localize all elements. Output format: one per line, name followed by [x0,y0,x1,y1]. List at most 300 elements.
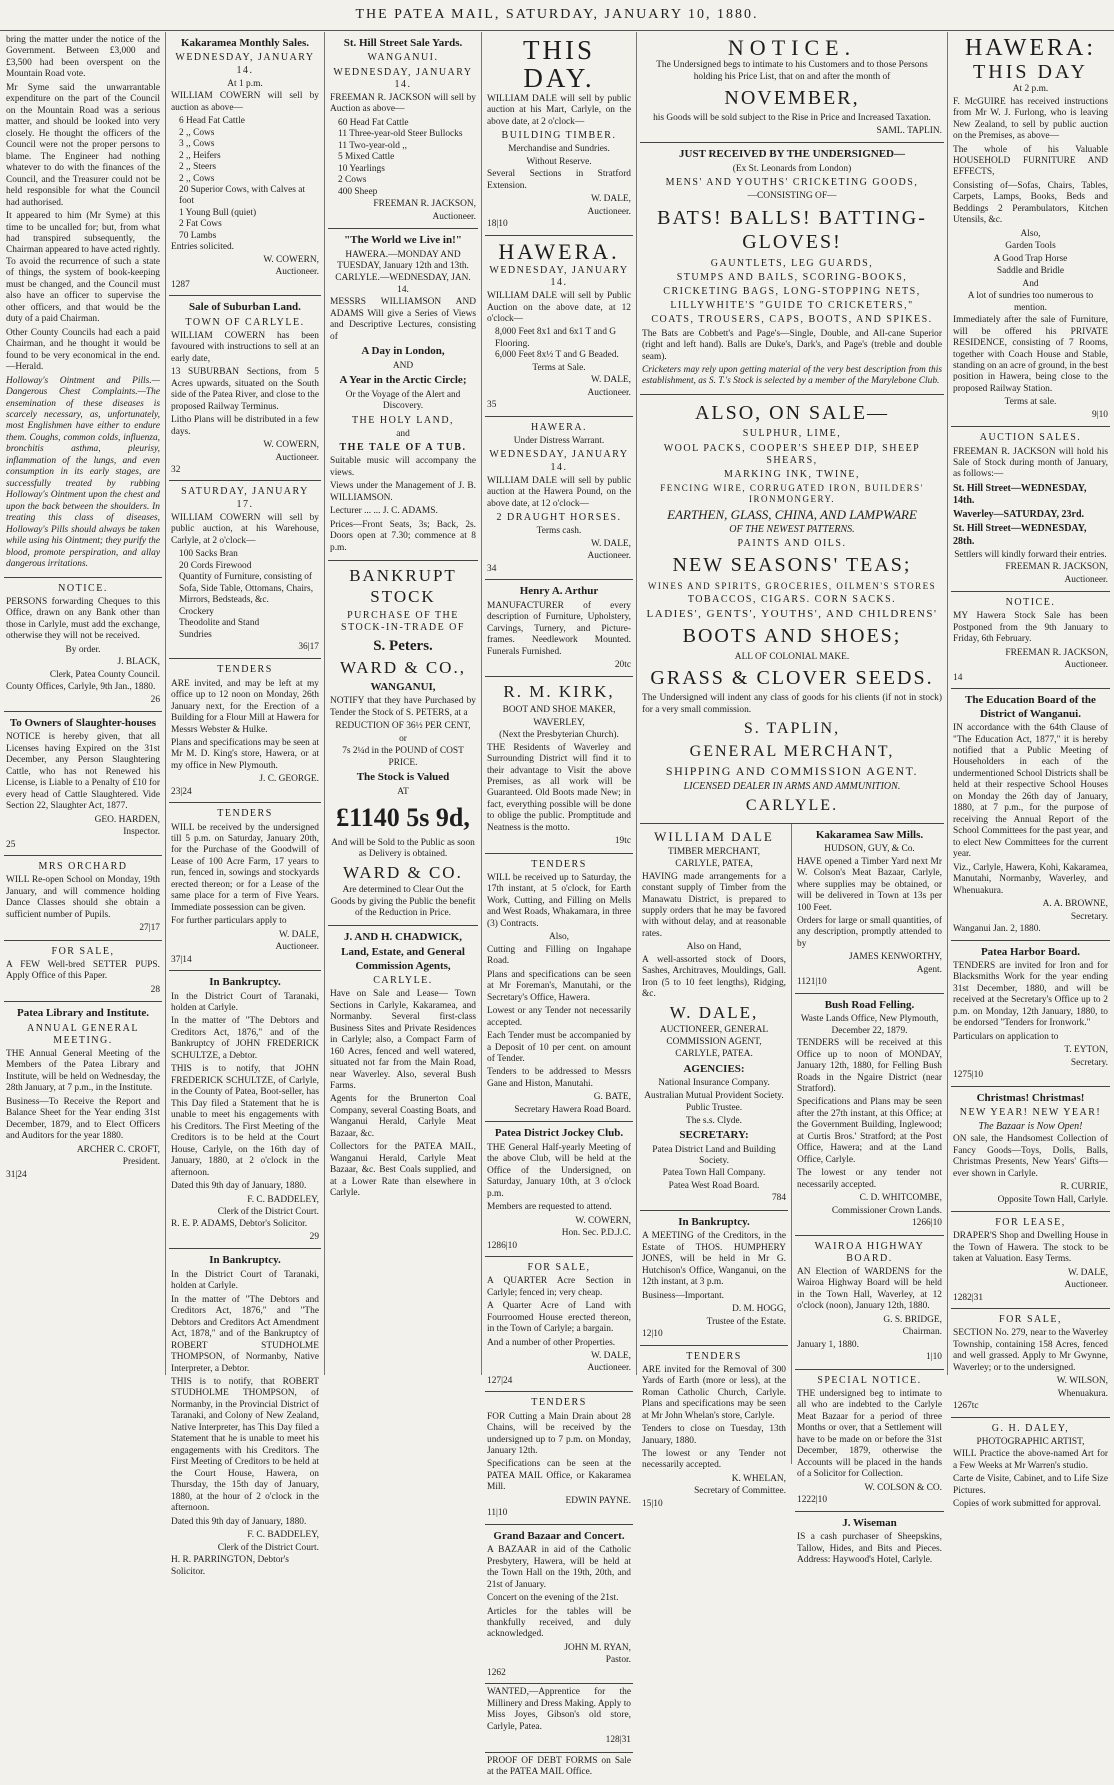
ad-title: HAWERA. [530,421,588,433]
list-item: Theodolite and Stand [179,618,260,629]
ad-body: The lowest or any Tender not necessarily accepted. [642,1448,786,1471]
ad-signature-title: Auctioneer. [432,211,476,222]
ad-text: MENS' AND YOUTHS' CRICKETING GOODS, [665,177,919,189]
ad-body: Cricketers may rely upon getting material of the very best description from this establishment, as S. T.'s Stock is selected by a member of the Marylebone Club. [642,365,942,387]
ad-body: MESSRS WILLIAMSON AND ADAMS Will give a Series of Views and Descriptive Lectures, consisting of [330,297,476,342]
ad-date: Dated this 9th day of January, 1880. [171,1516,307,1527]
ad-body: TENDERS are invited for Iron and for Blacksmiths Work for the year ending 31st December, 1880, and will be received at the Secretary's Office up to 2 p.m. on Monday, 12th January, 1880, to be endorsed "Tenders for Ironwork." [953,960,1108,1029]
ad-body: Tenders to close on Tuesday, 13th January, 1880. [642,1424,786,1446]
ad-title: FOR SALE, [51,945,115,957]
ad-subtitle: HUDSON, GUY, & Co. [824,844,915,855]
ad-number: 37|14 [171,954,192,965]
column-rule [947,32,948,1375]
ad-text: Also, [548,932,570,943]
ad-body: Prices—Front Seats, 3s; Back, 2s. Doors open at 7.30; commence at 8 p.m. [330,519,476,553]
ad-kakaramea-saw-mills [795,824,944,994]
ad-date: WEDNESDAY, JANUARY 14. [489,449,629,473]
ad-signature-title: Auctioneer. [587,387,631,398]
ad-title: Christmas! Christmas! [976,1091,1085,1104]
list-item: 70 Lambs [179,230,217,241]
ad-number: 14 [953,672,963,683]
ad-text: The Stock is Valued [356,771,450,784]
ad-body: The Undersigned will indent any class of goods for his clients (if not in stock) for a very small commission. [642,693,942,715]
ad-body: WILLIAM COWERN has been favoured with instructions to sell at an early date, [171,330,319,364]
ad-title: Grand Bazaar and Concert. [493,1529,625,1542]
ad-this-day [485,32,633,236]
ad-body: Views under the Management of J. B. WILLIAMSON. [330,481,476,503]
article-para: bring the matter under the notice of the Government. Between £3,000 and £3,500 had been overspent on the Mountain Road vote. [6,35,160,80]
ad-text: STUMPS AND BAILS, SCORING-BOOKS, [676,271,908,283]
ad-body: THIS is to notify, that ROBERT STUDHOLME THOMPSON, of Normanby, in the Provincial District of Taranaki, and Colony of New Zealand, Native Interpreter, has This Day filed a Statement that he is unable to meet his engagements with his Creditors. The First Meeting of Creditors to be held at the Court House, Hawera, on Thursday, the 15th day of January, 1880, at the hour of 2 o'clock in the afternoon. [171,1377,319,1514]
sale-date: Waverley—SATURDAY, 23rd. [953,509,1085,521]
list-item: 11 Three-year-old Steer Bullocks [338,129,463,140]
ad-text: AUCTIONEER, GENERAL COMMISSION AGENT, [659,1025,769,1047]
ad-signature: EDWIN PAYNE. [565,1495,631,1506]
ad-body: Suitable music will accompany the views. [330,456,476,478]
ad-taplin-also [640,395,944,824]
ad-body: FOR Cutting a Main Drain about 28 Chains, will be received by the undersigned up to 7 p.m. on Monday, January 12th. [487,1411,631,1456]
ad-signature: W. COLSON & CO. [864,1482,942,1493]
ad-number: 35 [487,400,497,411]
ad-name: S. TAPLIN, [743,720,841,738]
ad-body: Lecturer ... ... J. C. ADAMS. [330,506,438,517]
ad-headline: ALSO, ON SALE— [694,401,890,424]
ad-text: National Insurance Company. [658,1078,770,1089]
ad-subtitle: ANNUAL GENERAL MEETING. [26,1022,139,1046]
ad-body: THIS is to notify, that JOHN FREDERICK SCHULTZE, of Carlyle, in the County of Patea, Boot-seller, has This Day filed a Statement that he is unable to meet his engagements with his Creditors. The First Meeting of the Creditors is to be held at the Court House, Carlyle, on the 16th day of January, 1880, at 2 o'clock in the afternoon. [171,1064,319,1178]
ad-body: For further particulars apply to [171,916,287,927]
ad-text: Without Reserve. [526,156,592,167]
ad-cricket-goods [640,143,944,395]
ad-month: NOVEMBER, [724,87,860,110]
ad-title: J. Wiseman [842,1516,897,1529]
ad-text: (Next the Presbyterian Church). [499,730,619,741]
ad-signature-title: Secretary. [1070,911,1108,922]
ad-subtitle: TOWN OF CARLYLE. [185,316,305,328]
ad-body: DRAPER'S Shop and Dwelling House in the Town of Hawera. The stock to be taken at Valuation. Easy Terms. [953,1231,1108,1265]
ad-signature: FREEMAN R. JACKSON, [373,199,476,210]
ad-signature: C. D. WHITCOMBE, [859,1193,942,1204]
ad-text: MARKING INK, TWINE, [723,468,861,480]
ad-title: FOR SALE, [527,1261,591,1273]
ad-signature-title: Clerk of the District Court. [217,1542,319,1553]
list-item: 6,000 Feet 8x½ T and G Beaded. [495,350,619,361]
item-list [330,118,476,198]
sale-date: St. Hill Street—WEDNESDAY, 28th. [953,523,1087,547]
ad-body: Collectors for the PATEA MAIL, Wanganui Herald, Carlyle Meat Bazaar, &c. Best Coals supplied, and at a Lower Rate than elsewhere in Carlyle. [330,1142,476,1199]
ad-signature: W. COWERN, [575,1215,631,1226]
column-2 [169,32,321,1577]
notice-cheques [4,578,162,712]
ad-body: SECTION No. 279, near to the Waverley Township, containing 158 Acres, fenced and well grassed. Apply to Mr Gwynne, Waverley; or to the undersigned. [953,1328,1108,1373]
ad-for-sale-waverley [951,1309,1110,1417]
ad-title: WAIROA HIGHWAY BOARD. [814,1240,925,1264]
ad-body: ON sale, the Handsomest Collection of Fancy Goods—Toys, Dolls, Balls, Christmas Presents, New Years' Gifts—ever shown in Carlyle. [953,1134,1108,1179]
ad-body: NOTIFY that they have Purchased by Tender the Stock of S. PETERS, at a [330,696,476,718]
ad-name: WARD & CO. [343,862,463,882]
list-item: A lot of sundries too numerous to mention. [967,291,1094,313]
ad-body: Immediately after the sale of Furniture, will be offered his PRIVATE RESIDENCE, consisting of 7 Rooms, together with Coach House and Stable, standing on an acre of ground, in the best position in Hawera, being close to the proposed Railway Station. [953,315,1108,394]
ad-body: Plans and specifications can be seen at Mr Foreman's, Manutahi, or the Secretary's Office, Hawera. [487,969,631,1003]
ad-signature-title: Auctioneer. [1064,574,1108,585]
list-item: 20 Superior Cows, with Calves at foot [179,185,306,207]
ad-body: Lowest or any Tender not necessarily accepted. [487,1006,631,1028]
ad-number: 34 [487,563,497,574]
ad-signature: R. CURRIE, [1060,1182,1108,1193]
ad-bankruptcy-thompson [169,1249,321,1582]
ad-body: Viz., Carlyle, Hawera, Kohi, Kakaramea, Manutahi, Normanby, Waverley, and Whenuakura. [953,862,1108,896]
ad-headline: GRASS & CLOVER SEEDS. [650,667,934,690]
ad-body: WILLIAM COWERN will sell by auction as above— [171,91,319,113]
ad-body: THE undersigned beg to intimate to all who are indebted to the Carlyle Meat Bazaar for a period of three Months or over, that a Settlement will have to be made on or before the 31st December, 1879, otherwise the Accounts will be placed in the hands of a Solicitor for Collection. [797,1388,942,1480]
ad-wairoa-board [795,1236,944,1370]
ad-number: 127|24 [487,1375,513,1386]
ad-body: ARE invited for the Removal of 300 Yards of Earth (more or less), at the Roman Catholic Church, Carlyle. Plans and specifications may be seen at Mr John Whelan's store, Carlyle. [642,1364,786,1421]
ad-title: Kakaramea Saw Mills. [815,828,924,841]
ad-body: A QUARTER Acre Section in Carlyle; fenced in; very cheap. [487,1276,631,1298]
list-item: Garden Tools [1005,241,1056,252]
ad-body: AN Election of WARDENS for the Wairoa Highway Board will be held in the Town Hall, Waverley, at 12 o'clock (noon), January 12th, 1880. [797,1267,942,1312]
ad-signature: FREEMAN R. JACKSON, [1005,647,1108,658]
ad-text: Terms at Sale. [532,362,586,373]
ad-text: Merchandise and Sundries. [508,144,610,155]
lecture-title: THE HOLY LAND, [351,414,455,426]
list-item: 8,000 Feet 8x1 and 6x1 T and G Flooring. [495,327,616,349]
ad-title: FOR SALE, [999,1314,1062,1326]
ad-text: TOBACCOS, CIGARS. CORN SACKS. [687,593,897,605]
ad-text: AT [397,786,409,797]
ad-title: MRS ORCHARD [38,861,128,873]
ad-text: FENCING WIRE, CORRUGATED IRON, BUILDERS' IRONMONGERY. [660,483,924,505]
column-rule [481,32,482,1375]
ad-jan17-sale [169,481,321,659]
ad-bankruptcy-jones [640,1211,788,1346]
ad-body: MY Hawera Stock Sale has been Postponed from the 9th January to Friday, 6th February. [953,611,1108,645]
ad-body: WILLIAM DALE will sell by public auction at the Hawera Pound, on the above date, at 12 o'clock— [487,475,631,509]
ad-signature: W. DALE, [590,375,631,386]
ad-date: Dated this 9th day of January, 1880. [171,1181,307,1192]
ad-number: 19tc [614,836,631,847]
ad-title: TENDERS [686,1350,742,1362]
ad-signature-title: President. [122,1157,160,1168]
ad-tenders-earth [640,1346,788,1515]
ad-text: Terms cash. [536,526,582,537]
ad-text: Australian Mutual Provident Society. [644,1090,784,1101]
item-list [171,549,319,641]
ad-body: ARE invited, and may be left at my office up to 12 noon on Monday, 26th January next, for the Erection of a Building for a Flour Mill at Hawera for Messrs Webster & Hulke. [171,678,319,735]
list-item: 1 Young Bull (quiet) [179,207,257,218]
ad-number: 26 [150,694,160,705]
ad-mrs-orchard [4,856,162,941]
ad-title: In Bankruptcy. [209,1254,281,1267]
ad-text: Patea District Land and Building Society. [652,1144,776,1167]
ad-text: SHIPPING AND COMMISSION AGENT. [665,764,919,779]
ad-number: 784 [771,1193,786,1204]
ad-signature: G. BATE, [593,1092,631,1103]
ad-title: NOTICE. [727,35,857,60]
ad-number: 1287 [171,279,190,290]
ad-title: TENDERS [531,858,587,870]
ad-number: 12|10 [642,1329,663,1340]
item-list [487,327,631,361]
ad-body: Carte de Visite, Cabinet, and to Life Size Pictures. [953,1474,1108,1496]
ad-number: 1266|10 [911,1218,942,1229]
ad-body: Several Sections in Stratford Extension. [487,169,631,191]
ad-time: At 1 p.m. [227,78,263,89]
ad-signature-title: Secretary. [1070,1057,1108,1068]
ad-body: Concert on the evening of the 21st. [487,1593,619,1604]
ad-tenders-drain [485,1392,633,1524]
ad-number: 1222|10 [797,1495,828,1506]
ad-number: 23|24 [171,786,192,797]
ad-text: WOOL PACKS, COOPER'S SHEEP DIP, SHEEP SHEARS, [663,442,921,466]
ad-text: LADIES', GENTS', YOUTHS', AND CHILDRENS' [646,607,938,620]
ad-body: IN accordance with the 64th Clause of "The Education Act, 1877," it is hereby notified that a Public Meeting of Householders in each of the undermentioned School Districts shall be held at their respective School Houses on Monday the 26th day of January, 1880, at 7 p.m., for the purpose of receiving the Annual Report of the School Committees for the past year, and to elect New Committees for the current year. [953,723,1108,860]
ad-subtitle: WANGANUI, [370,680,436,693]
ad-signature: K. WHELAN, [731,1473,786,1484]
ad-rm-kirk [485,677,633,853]
ad-text: BUILDING TIMBER. [501,130,617,142]
ad-body: HAVE opened a Timber Yard next Mr W. Colson's Meat Bazaar, Carlyle, where supplies may be obtained, or will be delivered in Town at 13s per 100 Feet. [797,856,942,913]
list-item: And [1022,278,1039,289]
ad-signature: G. S. BRIDGE, [883,1314,942,1325]
ad-number: 1282|31 [953,1292,984,1303]
ad-signature: A. A. BROWNE, [1042,899,1108,910]
ad-title: JUST RECEIVED BY THE UNDERSIGNED— [679,148,905,161]
ad-text: LICENSED DEALER IN ARMS AND AMMUNITION. [683,781,901,793]
ad-number: 1121|10 [797,977,827,988]
ad-number: 1275|10 [953,1070,984,1081]
ad-body: TENDERS will be received at this Office up to noon of MONDAY, January 12th, 1880, for Felling Bush Roads in the Ngaire District (near Stratford). [797,1038,942,1095]
ad-signature-title: Clerk of the District Court. [217,1206,319,1217]
ad-setter-pups [4,941,162,1003]
ad-signature: W. COWERN, [263,440,319,451]
ad-body: Particulars on application to [953,1031,1059,1042]
ad-signature: ARCHER C. CROFT, [76,1144,160,1155]
ad-signature: W. DALE, [278,929,319,940]
ad-special-notice [795,1370,944,1512]
ad-title: NOTICE. [58,582,108,594]
ad-signature: W. DALE, [590,538,631,549]
ad-number: 31|24 [6,1169,27,1180]
ad-body: THE Annual General Meeting of the Members of the Patea Library and Institute, will be held on Wednesday, the 28th January, at 7 p.m., in the Institute. [6,1048,160,1094]
ad-signature: JAMES KENWORTHY, [848,952,942,963]
ad-title: HAWERA: [964,35,1097,61]
ad-education-board [951,689,1110,940]
ad-body: WILL be received up to Saturday, the 17th instant, at 5 o'clock, for Earth Work, Cutting, and Filling on Mells and West Roads, Whakamara, in three (3) Contracts. [487,872,631,929]
ad-for-lease [951,1212,1110,1309]
ad-headline: EARTHEN, GLASS, CHINA, AND LAMPWARE [667,507,917,523]
ad-text: Also, [1020,228,1041,239]
ad-subtitle: The Bazaar is Now Open! [978,1121,1083,1133]
ad-hawera-distress [485,417,633,581]
ad-text: Entries solicited. [171,242,235,253]
column-rule [791,824,792,1464]
ad-text: SECRETARY: [679,1129,749,1142]
ad-number: 32 [171,464,181,475]
ad-date: CARLYLE.—WEDNESDAY, JAN. 14. [335,273,471,295]
ad-body: A well-assorted stock of Doors, Sashes, Architraves, Mouldings, Gall. Iron (5 to 10 feet lengths), Ridging, &c. [642,954,786,1000]
subcolumn-left [640,824,788,1515]
ad-date: County Offices, Carlyle, 9th Jan., 1880. [6,682,156,693]
ad-signature-title: Auctioneer. [275,942,319,953]
ad-title: In Bankruptcy. [209,976,281,989]
ad-signature-title: Auctioneer. [1064,660,1108,671]
ad-body: Have on Sale and Lease— Town Sections in Carlyle, Kakaramea, and Normanby. Several first-class Business Sites and Private Residences in Carlyle; also, a Compact Farm of 160 Acres, fenced and well watered, situated not far from the Main Road, near Waverley. Also, several Bush Farms. [330,989,476,1092]
list-item: 2 ,, Heifers [179,150,221,161]
ad-title: The Education Board of the District of Wanganui. [965,694,1096,720]
ad-text: GAUNTLETS, LEG GUARDS, [710,257,874,269]
ad-body: WANTED,—Apprentice for the Millinery and Dress Making. Apply to Miss Joyes, Gibson's old store, Carlyle, Patea. [487,1687,631,1732]
ad-subtitle: Under Distress Warrant. [513,435,605,446]
ad-text: AGENCIES: [683,1062,745,1075]
ad-taplin-notice [640,32,944,143]
ad-text: CRICKETING BAGS, LONG-STOPPING NETS, [663,286,921,298]
ad-st-hill-sale [328,32,478,229]
ad-body: Orders for large or small quantities, of any description, promptly attended to by [797,915,942,949]
ad-subtitle: Waste Lands Office, New Plymouth, December 22, 1879. [800,1014,939,1036]
column-rule [165,32,166,1375]
ad-name: WARD & CO., [340,658,466,678]
ad-library [4,1002,162,1185]
ad-number: 20tc [614,659,631,670]
ad-body: Business—To Receive the Report and Balance Sheet for the Year ending 31st December, 1879, and to Elect Officers and Auditors for the year 1880. [6,1096,160,1142]
ad-body: The whole of his Valuable HOUSEHOLD FURNITURE AND EFFECTS, [953,144,1108,178]
ad-body: Agents for the Brunerton Coal Company, several Coasting Boats, and Wanganui Herald, Carlyle Meat Bazaar, &c. [330,1094,476,1139]
ad-text: and [396,428,410,439]
ad-body: Articles for the tables will be thankfully received, and duly acknowledged. [487,1606,631,1640]
item-list [171,116,319,242]
ad-text: Patea West Road Board. [668,1180,760,1191]
ad-body: Litho Plans will be distributed in a few days. [171,415,319,437]
ad-number: 18|10 [487,219,508,230]
ad-headline: CARLYLE. [745,797,839,815]
ad-number: 36|17 [298,641,319,652]
ad-time: At 2 p.m. [1012,84,1049,95]
ad-signature-title: Opposite Town Hall, Carlyle. [997,1194,1108,1205]
ad-body: PERSONS forwarding Cheques to this Office, drawn on any Bank other than those in Carlyle, must add the exchange, otherwise they will not be received. [6,596,160,642]
ad-signature-title: Auctioneer. [1064,1280,1108,1291]
column-4 [485,32,633,1778]
ad-suburban-land [169,296,321,481]
stock-value: £1140 5s 9d, [336,803,470,833]
ad-body: The Bats are Cobbett's and Page's—Single, Double, and All-cane Superior (right and left hand). Balls are Duke's, Dark's, and Page's (treble and double seam). [642,328,942,362]
ad-hawera-timber [485,236,633,417]
ad-title: "The World we Live in!" [344,234,462,247]
column-6 [951,32,1110,1510]
ad-grand-bazaar [485,1525,633,1685]
ad-signature: GEO. HARDEN, [94,814,160,825]
ad-title: Patea Harbor Board. [980,945,1081,958]
ad-title: BANKRUPT STOCK [349,566,457,606]
ad-body: In the matter of "The Debtors and Creditors Act, 1876," and "The Debtors and Creditors Act Amendment Act, 1878," and of the Bankruptcy of ROBERT STUDHOLME THOMPSON, of Normanby, Native Interpreter, a Debtor. [171,1294,319,1374]
column-rule [636,32,637,1375]
ad-title: FOR LEASE, [995,1217,1066,1229]
ad-subtitle: TIMBER MERCHANT, [667,846,760,857]
ad-bankruptcy-schultze [169,971,321,1249]
ad-body: Each Tender must be accompanied by a Deposit of 10 per cent. on amount of Tender. [487,1031,631,1065]
ad-body: In the District Court of Taranaki, holden at Carlyle. [171,991,319,1013]
ad-body: Cutting and Filling on Ingahape Road. [487,944,631,967]
masthead: THE PATEA MAIL, SATURDAY, JANUARY 10, 1880. [0,0,1114,31]
ad-signature: FREEMAN R. JACKSON, [1005,562,1108,573]
ad-body: IS a cash purchaser of Sheepskins, Tallow, Hides, and Bits and Pieces. Address: Haywood's Hotel, Carlyle. [797,1532,942,1565]
ad-body: Are determined to Clear Out the Goods by giving the Public the benefit of the Reduction in Price. [330,885,476,919]
ad-signature-title: Auctioneer. [587,1363,631,1374]
ad-wanted [485,1684,633,1752]
ad-auction-sales [951,427,1110,592]
ad-date: HAWERA.—MONDAY AND TUESDAY, January 12th and 13th. [337,249,469,271]
ad-body: WILL Re-open School on Monday, 19th January, and will commence holding Dance Classes should she obtain a sufficient number of Pupils. [6,875,160,920]
ad-signature-title: Inspector. [123,827,160,838]
ad-subtitle: Land, Estate, and General Commission Agents, [341,946,465,972]
ad-number: 1|10 [926,1352,942,1363]
ad-body: In the matter of "The Debtors and Creditors Act, 1876," and of the Bankruptcy of JOHN FREDERICK SCHULTZE, a Debtor. [171,1016,319,1061]
ad-world-we-live-in [328,229,478,561]
ad-body: F. McGUIRE has received instructions from Mr W. J. Furlong, who is leaving New Zealand, to sell by public auction on the Premises, as above— [953,96,1108,142]
ad-tenders-roads [485,854,633,1123]
lecture-title: A Year in the Arctic Circle; [339,374,467,387]
ad-body: FREEMAN R. JACKSON will sell by Auction as above— [330,92,476,115]
ad-title: Kakaramea Monthly Sales. [180,37,310,49]
ad-body: THE General Half-yearly Meeting of the above Club, will be held at the Office of the Undersigned, on Saturday, January 10th, at 3 o'clock p.m. [487,1142,631,1199]
ad-text: PAINTS AND OILS. [737,538,847,550]
ad-signature: J. BLACK, [117,657,160,668]
list-item: 10 Yearlings [338,163,385,174]
ad-title: Sale of Suburban Land. [189,301,301,314]
ad-body: In the District Court of Taranaki, holden at Carlyle. [171,1269,319,1292]
ad-body: Plans and specifications may be seen at Mr M. D. King's store, Hawera, or at my office in New Plymouth. [171,737,319,771]
ad-body: And will be Sold to the Public as soon as Delivery is obtained. [331,837,475,860]
ad-body: And a number of other Properties. [487,1337,616,1348]
ad-subtitle: CARLYLE, PATEA, [675,859,753,870]
ad-body: Settlers will kindly forward their entries. [954,549,1107,560]
ad-body: Consisting of—Sofas, Chairs, Tables, Carpets, Lamps, Books, Beds and Beddings 2 Perambulators, Kitchen Utensils, &c. [953,180,1108,226]
ad-title: R. M. KIRK, [503,682,615,702]
ad-date: WEDNESDAY, JANUARY 14. [175,52,315,76]
ad-body: Tenders to be addressed to Messrs Gane and Histon, Manutahi. [487,1067,631,1089]
ad-name: S. Peters. [373,637,433,654]
list-item: 5 Mixed Cattle [338,152,395,163]
ad-signature: W. DALE, [590,1350,631,1361]
ad-signature-title: Secretary of Committee. [694,1486,786,1497]
ad-kakaramea-sales [169,32,321,296]
ad-text: ALL OF COLONIAL MAKE. [734,651,850,662]
list-item: Crockery [179,606,214,617]
ad-date: SATURDAY, JANUARY 17. [181,486,309,510]
ad-text: SULPHUR, LIME, [742,428,842,440]
list-item: 2 ,, Steers [179,162,216,173]
ad-body: A Quarter Acre of Land with Fourroomed House erected thereon, in the Town of Carlyle; a bargain. [487,1301,631,1335]
ad-body: WILLIAM COWERN will sell by public auction, at his Warehouse, Carlyle, at 2 o'clock— [171,512,319,546]
ad-number: 1267tc [953,1401,979,1412]
ad-signature-title: Agent. [916,964,942,975]
list-item: 3 ,, Cows [179,139,215,150]
ad-signature-title: Hon. Sec. P.D.J.C. [561,1228,631,1239]
ad-number: 28 [150,984,160,995]
ad-text: The s.s. Clyde. [686,1115,742,1126]
ad-william-dale [640,824,788,1211]
ad-wiseman [795,1512,944,1573]
list-item: Quantity of Furniture, consisting of Sofa, Side Table, Ottomans, Chairs, Mirrors, Bedsteads, &c. [179,572,314,606]
ad-title: WILLIAM DALE [654,828,774,844]
ad-signature: W. DALE, [590,194,631,205]
ad-title: In Bankruptcy. [678,1215,750,1228]
article-mountain-road [4,32,162,578]
ad-number: 128|31 [605,1735,631,1746]
sale-date: St. Hill Street—WEDNESDAY, 14th. [953,482,1087,507]
ad-text: —CONSISTING OF— [747,191,837,202]
